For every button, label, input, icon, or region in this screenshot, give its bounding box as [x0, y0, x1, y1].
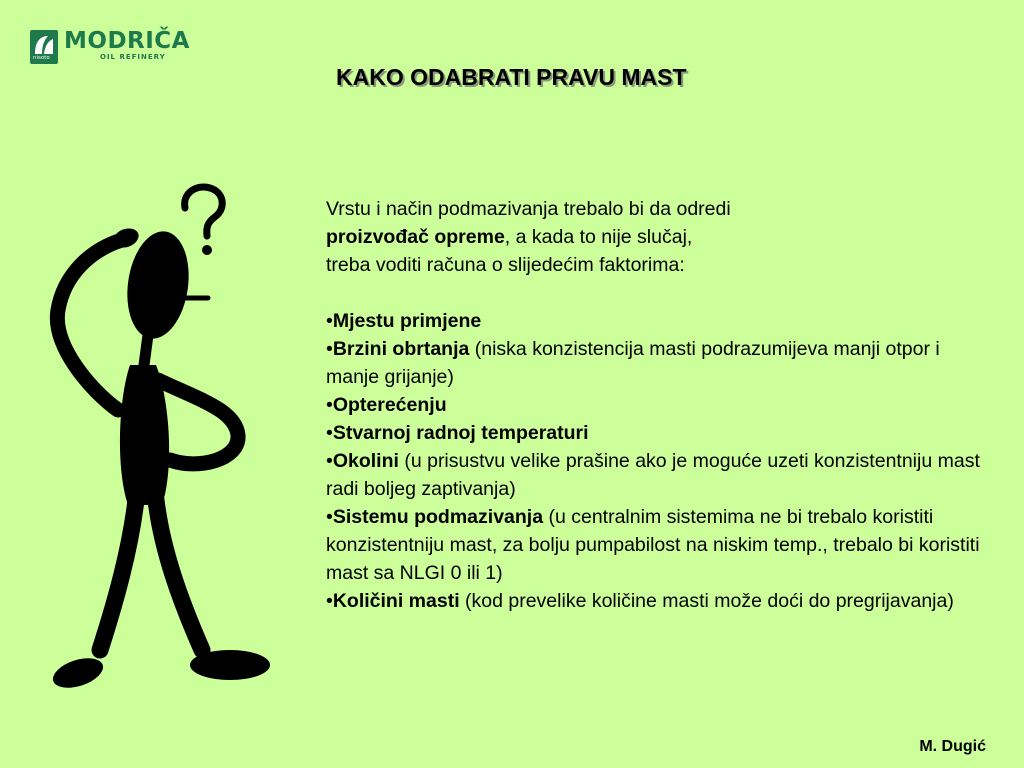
factor-item — [326, 335, 996, 391]
factor-item — [326, 587, 996, 615]
factor-item — [326, 419, 996, 447]
thinking-figure-icon — [30, 170, 285, 715]
intro-line-1: Vrstu i način podmazivanja trebalo bi da odredi — [326, 198, 731, 220]
factor-desc: (u prisustvu velike prašine ako je moguće uzeti konzistentniju mast radi boljeg zaptivanja) — [326, 450, 980, 500]
intro-line-2-rest: , a kada to nije slučaj, — [504, 226, 693, 248]
thinking-figure-illustration — [30, 170, 285, 715]
factor-term: Mjestu primjene — [332, 310, 482, 332]
intro-line-2 — [326, 223, 996, 251]
logo-mark-icon — [30, 30, 58, 64]
logo-mark-text: nisoto — [33, 55, 50, 61]
factor-term: Količini masti — [332, 590, 460, 612]
intro-paragraph — [326, 195, 996, 279]
logo-name: MODRIČA — [64, 28, 190, 54]
factor-desc: (kod prevelike količine masti može doći do pregrijavanja) — [459, 590, 954, 612]
intro-emphasis: proizvođač opreme — [326, 226, 505, 248]
bullet: • — [326, 590, 333, 612]
factor-item — [326, 391, 996, 419]
factor-item — [326, 447, 996, 503]
factor-item — [326, 307, 996, 335]
company-logo — [30, 30, 205, 68]
author-credit: M. Dugić — [919, 738, 986, 755]
bullet: • — [326, 506, 333, 528]
bullet: • — [326, 450, 333, 472]
slide-body — [326, 195, 996, 615]
factor-term: Sistemu podmazivanja — [332, 506, 544, 528]
bullet: • — [326, 422, 333, 444]
logo-subtitle: OIL REFINERY — [100, 53, 166, 61]
spacer — [326, 279, 996, 307]
factor-desc: (niska konzistencija masti podrazumijeva manji otpor i manje grijanje) — [326, 338, 940, 388]
factor-term: Stvarnoj radnoj temperaturi — [332, 422, 589, 444]
slide-title: KAKO ODABRATI PRAVU MAST — [336, 64, 687, 90]
factor-term: Brzini obrtanja — [332, 338, 470, 360]
factor-term: Opterećenju — [332, 394, 447, 416]
bullet: • — [326, 338, 333, 360]
factor-item — [326, 503, 996, 587]
bullet: • — [326, 310, 333, 332]
bullet: • — [326, 394, 333, 416]
intro-line-3: treba voditi računa o slijedećim faktorima: — [326, 254, 685, 276]
factor-desc: (u centralnim sistemima ne bi trebalo koristiti konzistentniju mast, za bolju pumpabilost na niskim temp., trebalo bi koristiti mast sa NLGI 0 ili 1) — [326, 506, 980, 584]
factor-term: Okolini — [332, 450, 399, 472]
factor-list — [326, 307, 996, 615]
